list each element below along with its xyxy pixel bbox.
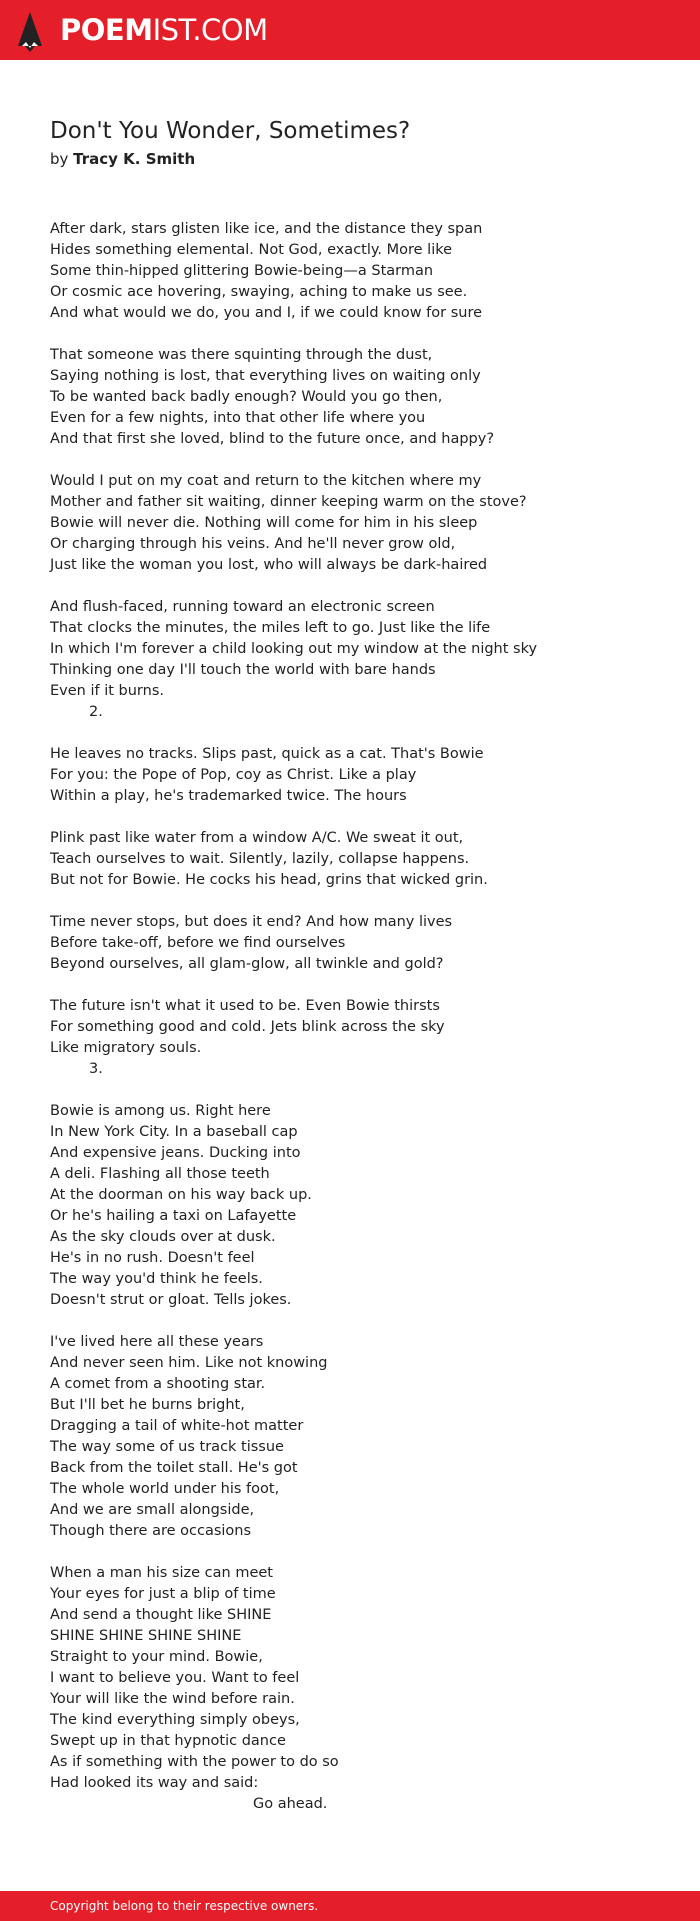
poem-line: The way some of us track tissue <box>50 1439 284 1455</box>
poem-line: He leaves no tracks. Slips past, quick as a cat. That's Bowie <box>50 746 484 762</box>
poem-line: For you: the Pope of Pop, coy as Christ. Like a play <box>50 767 417 783</box>
poem-line: Within a play, he's trademarked twice. The hours <box>50 788 407 804</box>
poem-line: Teach ourselves to wait. Silently, lazily, collapse happens. <box>50 851 470 867</box>
poem-line: Bowie will never die. Nothing will come for him in his sleep <box>50 515 478 531</box>
poem-line: A deli. Flashing all those teeth <box>50 1166 270 1182</box>
poem-line: I've lived here all these years <box>50 1334 264 1350</box>
stanza-break <box>50 576 660 597</box>
poem-line: For something good and cold. Jets blink across the sky <box>50 1019 445 1035</box>
poem-line: Plink past like water from a window A/C. We sweat it out, <box>50 830 464 846</box>
poem-line: Time never stops, but does it end? And how many lives <box>50 914 453 930</box>
poem-line: The way you'd think he feels. <box>50 1271 263 1287</box>
poem-line: And we are small alongside, <box>50 1502 255 1518</box>
poem-line: Before take-off, before we find ourselves <box>50 935 346 951</box>
fountain-pen-nib-icon[interactable] <box>18 12 42 52</box>
logo-brand-rest: IST.COM <box>152 13 268 47</box>
stanza-break <box>50 450 660 471</box>
stanza-break <box>50 891 660 912</box>
poem-line: And expensive jeans. Ducking into <box>50 1145 301 1161</box>
poem-line: SHINE SHINE SHINE SHINE <box>50 1628 242 1644</box>
poem-line: And send a thought like SHINE <box>50 1607 272 1623</box>
poem-line: At the doorman on his way back up. <box>50 1187 312 1203</box>
poem-line: As the sky clouds over at dusk. <box>50 1229 276 1245</box>
logo-brand-bold: POEM <box>60 13 153 47</box>
poem-title: Don't You Wonder, Sometimes? <box>50 118 411 144</box>
poem-line: Some thin-hipped glittering Bowie-being—a Starman <box>50 263 434 279</box>
poem-line: That clocks the minutes, the miles left to go. Just like the life <box>50 620 491 636</box>
poem-line: And that first she loved, blind to the future once, and happy? <box>50 431 495 447</box>
site-footer <box>0 1891 700 1921</box>
poem-line: And never seen him. Like not knowing <box>50 1355 328 1371</box>
poem-line: Your eyes for just a blip of time <box>50 1586 276 1602</box>
poem-line: Dragging a tail of white-hot matter <box>50 1418 304 1434</box>
poem-line: Your will like the wind before rain. <box>50 1691 295 1707</box>
stanza-break <box>50 807 660 828</box>
poem-line: The kind everything simply obeys, <box>50 1712 300 1728</box>
poem-line: Hides something elemental. Not God, exactly. More like <box>50 242 453 258</box>
poem-line: Swept up in that hypnotic dance <box>50 1733 286 1749</box>
poem-line: Even for a few nights, into that other life where you <box>50 410 426 426</box>
poem-line: Like migratory souls. <box>50 1040 202 1056</box>
stanza-break <box>50 324 660 345</box>
poem-line: But I'll bet he burns bright, <box>50 1397 245 1413</box>
poem-line: The whole world under his foot, <box>50 1481 280 1497</box>
poem-line: After dark, stars glisten like ice, and the distance they span <box>50 221 483 237</box>
poem-line: Even if it burns. <box>50 683 164 699</box>
poem-author: Tracy K. Smith <box>73 150 196 168</box>
stanza-break <box>50 723 660 744</box>
poem-line: And what would we do, you and I, if we could know for sure <box>50 305 483 321</box>
poem-line: In New York City. In a baseball cap <box>50 1124 298 1140</box>
site-logo[interactable] <box>60 10 268 50</box>
poem-line: The future isn't what it used to be. Even Bowie thirsts <box>50 998 440 1014</box>
poem-line: Or cosmic ace hovering, swaying, aching to make us see. <box>50 284 468 300</box>
poem-line: In which I'm forever a child looking out my window at the night sky <box>50 641 538 657</box>
poem-line: And flush-faced, running toward an electronic screen <box>50 599 435 615</box>
poem-line: I want to believe you. Want to feel <box>50 1670 300 1686</box>
poem-line: Bowie is among us. Right here <box>50 1103 271 1119</box>
site-header <box>0 0 700 60</box>
poem-line: Doesn't strut or gloat. Tells jokes. <box>50 1292 292 1308</box>
poem-line: Or he's hailing a taxi on Lafayette <box>50 1208 297 1224</box>
poem-line: But not for Bowie. He cocks his head, grins that wicked grin. <box>50 872 488 888</box>
poem-line: Back from the toilet stall. He's got <box>50 1460 298 1476</box>
by-label: by <box>50 150 74 168</box>
stanza-break <box>50 1542 660 1563</box>
stanza-break <box>50 1311 660 1332</box>
poem-line: Had looked its way and said: <box>50 1775 259 1791</box>
poem-line: As if something with the power to do so <box>50 1754 339 1770</box>
stanza-break <box>50 1080 660 1101</box>
poem-line: To be wanted back badly enough? Would you go then, <box>50 389 443 405</box>
poem-line: Straight to your mind. Bowie, <box>50 1649 263 1665</box>
stanza-break <box>50 975 660 996</box>
poem-body <box>50 219 660 1815</box>
poem-line: Thinking one day I'll touch the world with bare hands <box>50 662 436 678</box>
poem-line: That someone was there squinting through the dust, <box>50 347 433 363</box>
section-number: 2. <box>89 704 103 720</box>
poem-line: Would I put on my coat and return to the kitchen where my <box>50 473 482 489</box>
poem-line: Beyond ourselves, all glam-glow, all twinkle and gold? <box>50 956 444 972</box>
poem-line: When a man his size can meet <box>50 1565 273 1581</box>
poem-line: Though there are occasions <box>50 1523 252 1539</box>
poem-line: Or charging through his veins. And he'll never grow old, <box>50 536 456 552</box>
poem-line: He's in no rush. Doesn't feel <box>50 1250 255 1266</box>
poem-byline <box>50 148 195 170</box>
poem-line: Just like the woman you lost, who will always be dark-haired <box>50 557 488 573</box>
copyright-notice: Copyright belong to their respective owners. <box>50 1899 319 1913</box>
poem-line: Mother and father sit waiting, dinner keeping warm on the stove? <box>50 494 527 510</box>
poem-line: Go ahead. <box>253 1796 328 1812</box>
section-number: 3. <box>89 1061 103 1077</box>
poem-line: A comet from a shooting star. <box>50 1376 266 1392</box>
poem-line: Saying nothing is lost, that everything lives on waiting only <box>50 368 481 384</box>
